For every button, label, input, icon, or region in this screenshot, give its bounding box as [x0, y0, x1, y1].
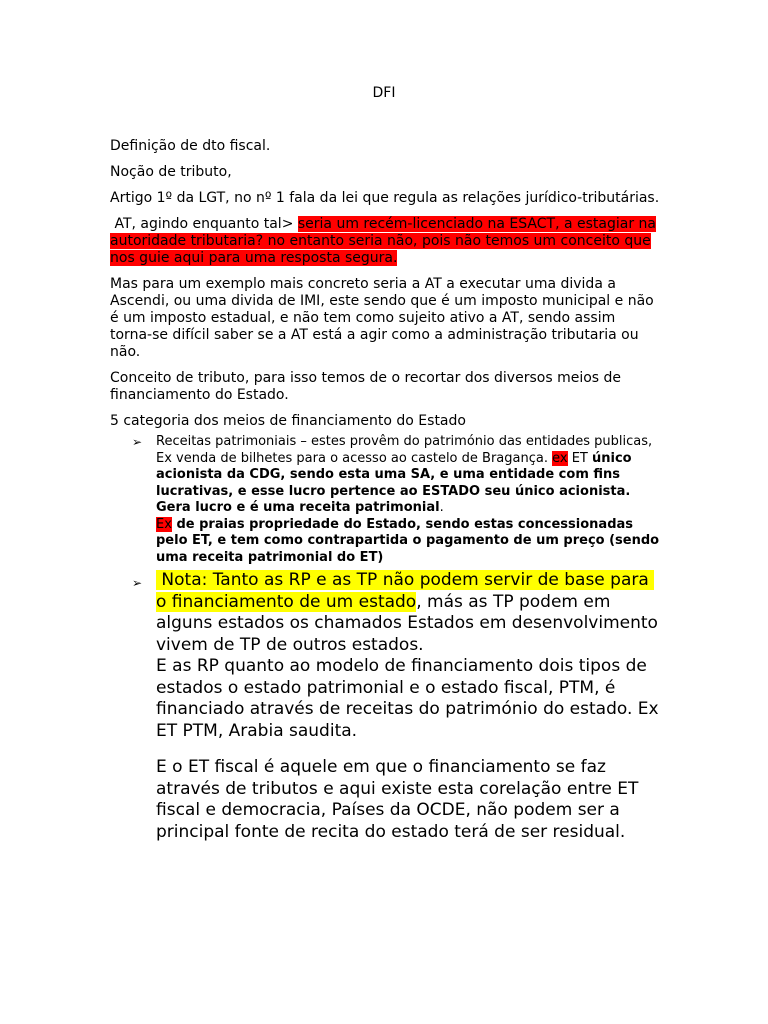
paragraph-at: [110, 216, 660, 267]
nota-paragraph: [156, 570, 660, 656]
red-highlight-text: seria um recém-licenciado na ESACT, a estagiar na autoridade tributaria? no entanto seria não, pois não temos um conceito que nos guie aqui para uma resposta segura.: [110, 216, 656, 266]
ex-period: .: [439, 500, 444, 515]
list-item-nota: [110, 570, 660, 843]
arrow-bullet-icon: ➢: [132, 576, 143, 590]
yellow-highlight-text: Nota: Tanto as RP e as TP não podem servir de base para o financiamento de um estado: [156, 570, 655, 612]
bullet-list: [110, 434, 660, 843]
paragraph-at-text: AT, agindo enquanto tal>: [110, 216, 298, 232]
ex-label-highlight: ex: [552, 450, 568, 466]
et-fiscal-paragraph: E o ET fiscal é aquele em que o financiamento se faz através de tributos e aqui existe esta corelação entre ET fiscal e democracia, Países da OCDE, não podem ser a principal fonte de recita do estado terá de ser residual.: [156, 757, 639, 842]
document-title: DFI: [372, 85, 396, 101]
nota-rest-text: , más as TP podem em alguns estados os chamados Estados em desenvolvimento vivem de TP de outros estados.: [156, 591, 658, 655]
paragraph-definition: Definição de dto fiscal.: [110, 138, 271, 154]
list-item-receitas-patrimoniais: [110, 434, 660, 566]
ex-et-text: ET: [567, 450, 592, 466]
arrow-bullet-icon: ➢: [132, 435, 143, 449]
paragraph-tributo: Noção de tributo,: [110, 164, 232, 180]
paragraph-conceito: Conceito de tributo, para isso temos de o recortar dos diversos meios de financiamento do Estado.: [110, 370, 622, 403]
ex2-label-highlight: Ex: [156, 516, 172, 532]
paragraph-example: Mas para um exemplo mais concreto seria a AT a executar uma divida a Ascendi, ou uma divida de IMI, este sendo que é um imposto municipal e não é um imposto estadual, e não tem como sujeito ativo a AT, sendo assim torna-se difícil saber se a AT está a agir como a administração tributaria ou não.: [110, 276, 654, 360]
paragraph-artigo: Artigo 1º da LGT, no nº 1 fala da lei que regula as relações jurídico-tributárias.: [110, 190, 660, 206]
ex-praias-bold-text: de praias propriedade do Estado, sendo estas concessionadas pelo ET, e tem como contrapartida o pagamento de um preço (sendo uma receita patrimonial do ET): [156, 516, 660, 565]
rp-model-paragraph: E as RP quanto ao modelo de financiamento dois tipos de estados o estado patrimonial e o estado fiscal, PTM, é financiado através de receitas do património do estado. Ex ET PTM, Arabia saudita.: [156, 656, 659, 741]
document-body: [110, 138, 660, 843]
paragraph-categorias: 5 categoria dos meios de financiamento do Estado: [110, 413, 466, 429]
receitas-intro: Receitas patrimoniais – estes provêm do património das entidades publicas, Ex venda de bilhetes para o acesso ao castelo de Bragança.: [156, 434, 653, 466]
ex-cdg-bold-text: único acionista da CDG, sendo esta uma SA, e uma entidade com fins lucrativas, e esse lucro pertence ao ESTADO seu único acionista. Gera lucro e é uma receita patrimonial: [156, 450, 632, 515]
